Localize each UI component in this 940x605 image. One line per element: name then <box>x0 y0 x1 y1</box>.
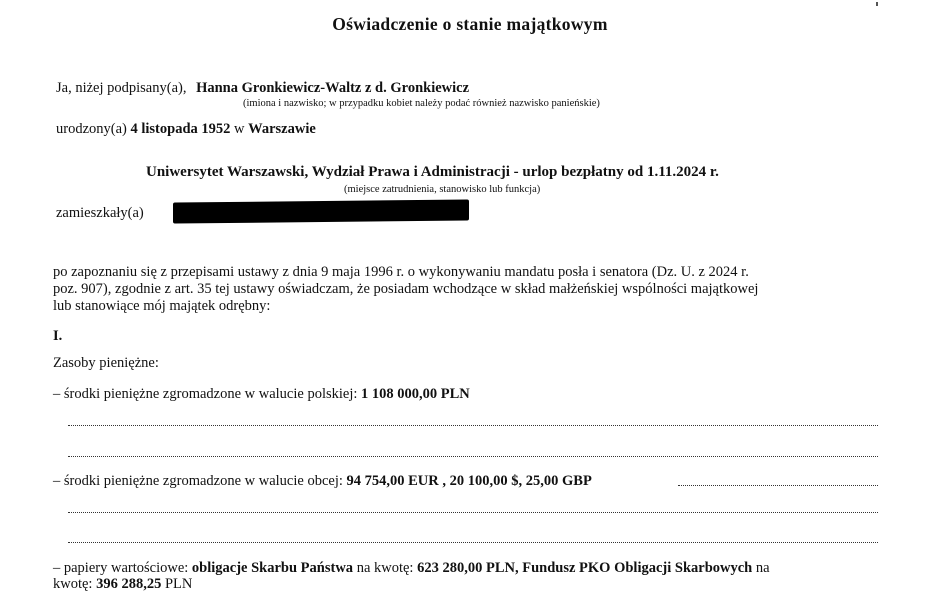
born-date: 4 listopada 1952 <box>130 121 231 137</box>
scan-mark <box>876 2 878 6</box>
fund-amount: 396 288,25 <box>96 576 162 592</box>
dotted-line-foreign-fill <box>678 485 878 486</box>
pln-funds-label: – środki pieniężne zgromadzone w walucie polskiej: <box>53 386 358 402</box>
section-title: Zasoby pieniężne: <box>53 355 159 371</box>
intro-line-2: poz. 907), zgodnie z art. 35 tej ustawy oświadczam, że posiadam wchodzące w skład małżeńskiej wspólności majątkowej <box>53 281 759 297</box>
securities-type: obligacje Skarbu Państwa <box>191 560 354 576</box>
securities-amount-label: na kwotę: <box>356 560 414 576</box>
fund-amount-label: kwotę: <box>53 576 93 592</box>
declarant-name: Hanna Gronkiewicz-Waltz z d. Gronkiewicz <box>196 80 470 96</box>
pln-funds-line <box>53 386 470 403</box>
intro-line-1: po zapoznaniu się z przepisami ustawy z dnia 9 maja 1996 r. o wykonywaniu mandatu posła i senatora (Dz. U. z 2024 r. <box>53 264 749 280</box>
employment-caption: (miejsce zatrudnienia, stanowisko lub funkcja) <box>344 184 541 195</box>
born-in: w <box>234 121 245 137</box>
securities-label: – papiery wartościowe: <box>53 560 189 576</box>
pln-funds-value: 1 108 000,00 PLN <box>361 386 470 402</box>
dotted-line-3 <box>68 512 878 513</box>
section-number: I. <box>53 328 63 344</box>
name-caption: (imiona i nazwisko; w przypadku kobiet należy podać również nazwisko panieńskie) <box>243 98 600 109</box>
employment-value: Uniwersytet Warszawski, Wydział Prawa i Administracji - urlop bezpłatny od 1.11.2024 r. <box>146 164 719 180</box>
fund-name: Fundusz PKO Obligacji Skarbowych <box>522 560 753 576</box>
securities-amount: 623 280,00 PLN, <box>417 560 519 576</box>
residence-label: zamieszkały(a) <box>56 205 144 221</box>
foreign-funds-value: 94 754,00 EUR , 20 100,00 $, 25,00 GBP <box>346 473 592 489</box>
born-prefix: urodzony(a) <box>56 121 127 137</box>
born-place: Warszawie <box>248 121 316 137</box>
declarant-prefix: Ja, niżej podpisany(a), <box>56 80 187 96</box>
document-title: Oświadczenie o stanie majątkowym <box>332 14 608 34</box>
fund-currency: PLN <box>164 576 193 592</box>
born-line <box>56 121 316 138</box>
securities-line <box>53 560 770 577</box>
declarant-line <box>56 80 469 97</box>
fund-amount-line <box>53 576 192 593</box>
dotted-line-1 <box>68 425 878 426</box>
foreign-funds-line <box>53 473 592 490</box>
intro-line-3: lub stanowiące mój majątek odrębny: <box>53 298 271 314</box>
dotted-line-4 <box>68 542 878 543</box>
residence-redaction <box>173 199 469 223</box>
foreign-funds-label: – środki pieniężne zgromadzone w walucie obcej: <box>53 473 343 489</box>
dotted-line-2 <box>68 456 878 457</box>
fund-on: na <box>755 560 770 576</box>
